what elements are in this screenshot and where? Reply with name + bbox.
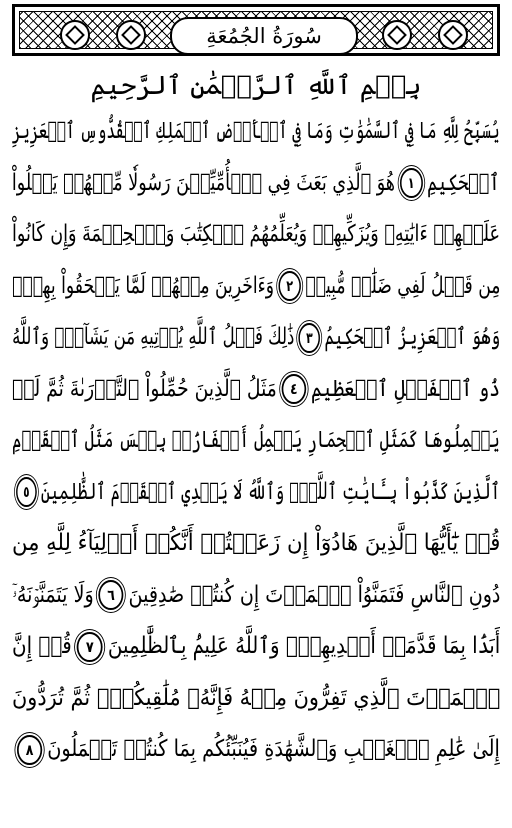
text-line	[12, 106, 500, 158]
verse-number-marker: ٥	[16, 477, 37, 507]
surah-title: سُورَةُ الجُمُعَةِ	[206, 23, 322, 48]
ornament-knot-icon	[382, 20, 412, 50]
verse-number-marker: ٧	[77, 632, 103, 662]
verse-number-marker: ٨	[17, 735, 42, 765]
verse-text: دُونِ ٱلنَّاسِ فَتَمَنَّوُاْ ٱلۡمَوۡتَ إِن كُنتُمۡ صَٰدِقِينَ	[128, 581, 500, 608]
text-line	[12, 261, 500, 313]
text-line	[12, 621, 500, 673]
verse-number-marker: ٤	[281, 374, 305, 404]
text-line	[12, 724, 500, 776]
basmala: بِسۡمِ ٱللَّهِ ٱلرَّحۡمَٰنِ ٱلرَّحِيمِ	[90, 71, 422, 101]
verse-text: وَءَاخَرِينَ مِنۡهُمۡ لَمَّا يَلۡحَقُواْ بِهِمۡۚ	[12, 272, 274, 299]
verse-text: مِن قَبۡلُ لَفِي ضَلَٰلٖ مُّبِينٖ	[304, 272, 500, 299]
verse-text: ٱلَّذِينَ كَذَّبُواْ بِـَٔايَٰتِ ٱللَّهِۚ وَٱللَّهُ لَا يَهۡدِي ٱلۡقَوۡمَ ٱلظَّٰلِمِينَ	[40, 478, 500, 505]
text-line	[12, 158, 500, 210]
verse-text: يُسَبِّحُ لِلَّهِ مَا فِي ٱلسَّمَٰوَٰتِ وَمَا فِي ٱلۡأَرۡضِ ٱلۡمَلِكِ ٱلۡقُدُّوسِ ٱلۡعَزِيزِ	[12, 118, 500, 145]
verse-text: قُلۡ إِنَّ	[12, 633, 72, 660]
verse-number-marker: ٦	[98, 580, 123, 610]
text-line	[12, 364, 500, 416]
surah-header	[12, 4, 500, 56]
verse-text: هُوَ ٱلَّذِي بَعَثَ فِي ٱلۡأُمِّيِّـۧنَ رَسُولٗا مِّنۡهُمۡ يَتۡلُواْ	[12, 169, 396, 196]
verse-text: وَلَا يَتَمَنَّوۡنَهُۥٓ	[12, 581, 94, 608]
surah-title-cartouche	[170, 17, 358, 55]
verse-text: يَحۡمِلُوهَا كَمَثَلِ ٱلۡحِمَارِ يَحۡمِلُ أَسۡفَارَۢاۚ بِئۡسَ مَثَلُ ٱلۡقَوۡمِ	[12, 427, 500, 454]
text-line	[12, 467, 500, 519]
verse-text: عَلَيۡهِمۡ ءَايَٰتِهِۦ وَيُزَكِّيهِمۡ وَيُعَلِّمُهُمُ ٱلۡكِتَٰبَ وَٱلۡحِكۡمَةَ وَإِن كَانُواْ	[12, 221, 500, 248]
verse-text: مَثَلُ ٱلَّذِينَ حُمِّلُواْ ٱلتَّوۡرَىٰةَ ثُمَّ لَمۡ	[12, 375, 277, 402]
verse-number-marker: ٣	[298, 323, 320, 353]
verse-text: ٱلۡحَكِيمِ	[427, 169, 500, 196]
text-line	[12, 673, 500, 725]
ornament-knot-icon	[116, 20, 146, 50]
text-line	[12, 518, 500, 570]
text-line	[12, 570, 500, 622]
verse-text: أَبَدَۢا بِمَا قَدَّمَتۡ أَيۡدِيهِمۡۚ وَٱللَّهُ عَلِيمُۢ بِٱلظَّٰلِمِينَ	[107, 633, 500, 660]
verse-text: ذَٰلِكَ فَضۡلُ ٱللَّهِ يُؤۡتِيهِ مَن يَشَآءُۚ وَٱللَّهُ	[12, 324, 295, 351]
text-line	[12, 312, 500, 364]
verse-text: وَهُوَ ٱلۡعَزِيزُ ٱلۡحَكِيمُ	[324, 324, 500, 351]
ornament-knot-icon	[438, 20, 468, 50]
verse-number-marker: ٢	[278, 271, 300, 301]
text-line	[12, 415, 500, 467]
ornamental-border	[19, 11, 493, 49]
verse-text: ذُو ٱلۡفَضۡلِ ٱلۡعَظِيمِ	[310, 375, 500, 402]
verse-number-marker: ١	[400, 168, 423, 198]
verse-lines	[12, 106, 500, 776]
ornament-knot-icon	[60, 20, 90, 50]
text-line	[12, 209, 500, 261]
verse-text: قُلۡ يَٰٓأَيُّهَا ٱلَّذِينَ هَادُوٓاْ إِن زَعَمۡتُمۡ أَنَّكُمۡ أَوۡلِيَآءُ لِلَّهِ مِن	[12, 530, 500, 557]
verse-text: ٱلۡمَوۡتَ ٱلَّذِي تَفِرُّونَ مِنۡهُ فَإِنَّهُۥ مُلَٰقِيكُمۡۖ ثُمَّ تُرَدُّونَ	[12, 684, 500, 711]
verse-text: إِلَىٰ عَٰلِمِ ٱلۡغَيۡبِ وَٱلشَّهَٰدَةِ فَيُنَبِّئُكُم بِمَا كُنتُمۡ تَعۡمَلُونَ	[47, 736, 500, 763]
